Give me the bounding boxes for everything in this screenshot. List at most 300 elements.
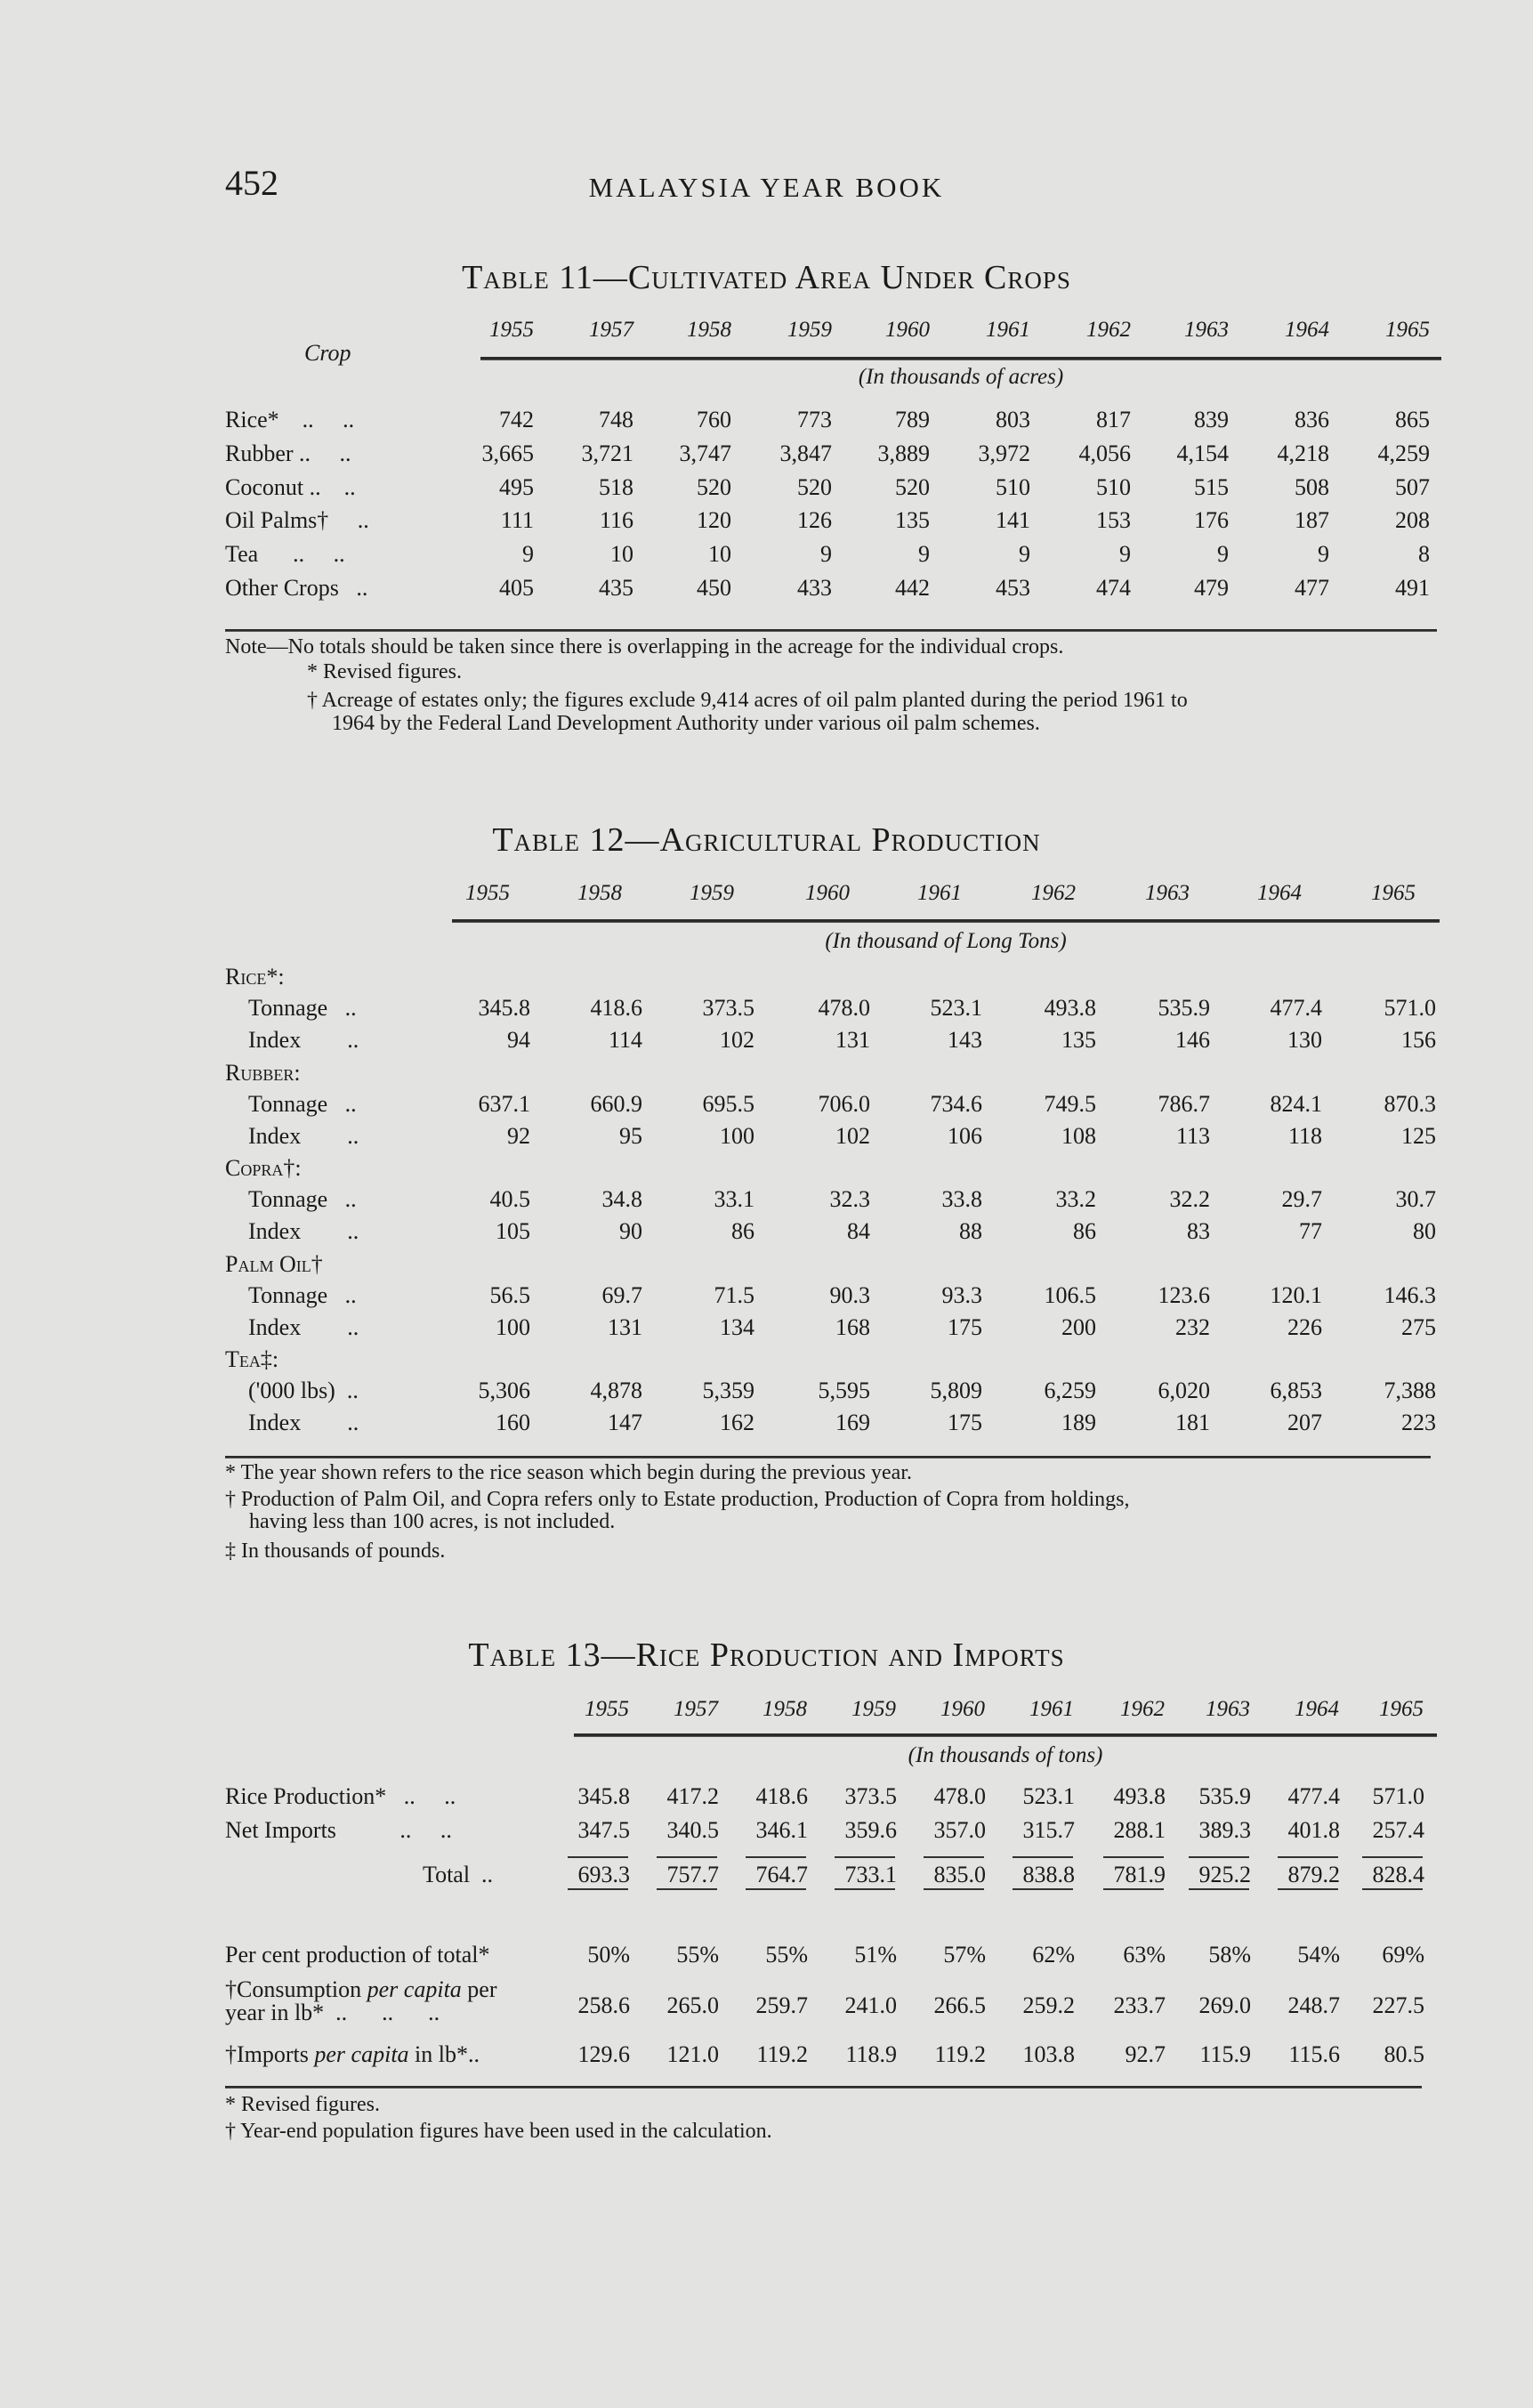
table-cell: 781.9	[1113, 1862, 1166, 1887]
table-cell: 435	[599, 575, 633, 601]
table-cell: 510	[1096, 473, 1131, 500]
table-cell: 269.0	[1198, 1992, 1251, 2018]
table-cell: 143	[948, 1027, 982, 1053]
table-cell: 535.9	[1158, 995, 1210, 1021]
table-cell: 69%	[1382, 1942, 1424, 1968]
table-cell: 146	[1175, 1027, 1210, 1053]
table-cell: 62%	[1032, 1942, 1075, 1968]
table-cell: 106	[948, 1122, 982, 1149]
table-11-header-rule	[480, 357, 1441, 360]
total-rule	[1189, 1888, 1249, 1890]
table-cell: 288.1	[1113, 1817, 1166, 1843]
year-header: 1964	[1295, 1697, 1339, 1721]
table-cell: 510	[996, 473, 1030, 500]
table-cell: 88	[959, 1218, 982, 1245]
table-cell: 4,259	[1377, 440, 1430, 466]
table-cell: 520	[895, 473, 930, 500]
table-cell: 520	[797, 473, 832, 500]
table-cell: 33.2	[1055, 1186, 1096, 1213]
table-row	[225, 995, 1444, 1022]
table-cell: 706.0	[818, 1090, 870, 1117]
table-row	[225, 440, 1444, 467]
total-rule	[1189, 1856, 1249, 1858]
row-label: Index ..	[248, 1410, 359, 1436]
table-cell: 92.7	[1125, 2041, 1166, 2067]
running-head: MALAYSIA YEAR BOOK	[588, 172, 945, 203]
table-cell: 760	[697, 407, 731, 432]
year-header: 1957	[589, 318, 633, 342]
row-label: Index ..	[248, 1122, 359, 1149]
table-cell: 63%	[1123, 1942, 1166, 1968]
label-part: †Consumption	[225, 1976, 367, 2002]
table-cell: 508	[1295, 473, 1329, 500]
table-cell: 160	[496, 1410, 530, 1436]
year-header: 1955	[465, 881, 510, 905]
table-cell: 749.5	[1044, 1090, 1096, 1117]
table-cell: 200	[1061, 1313, 1096, 1340]
table-cell: 315.7	[1022, 1817, 1075, 1843]
group-label: Tea‡:	[225, 1346, 279, 1373]
table-cell: 417.2	[666, 1783, 719, 1809]
table-cell: 115.6	[1288, 2041, 1340, 2067]
table-cell: 233.7	[1113, 1992, 1166, 2018]
table-cell: 865	[1395, 407, 1430, 432]
table-cell: 7,388	[1384, 1378, 1436, 1404]
label-part: in lb*..	[408, 2041, 480, 2067]
table-cell: 226	[1287, 1313, 1322, 1340]
table-cell: 118	[1287, 1122, 1322, 1149]
table-cell: 227.5	[1372, 1992, 1424, 2018]
table-cell: 103.8	[1022, 2041, 1075, 2067]
row-label: Rice Production* .. ..	[225, 1783, 456, 1809]
table-cell: 477	[1295, 575, 1329, 601]
table-cell: 83	[1187, 1218, 1210, 1245]
table-cell: 114	[608, 1027, 642, 1053]
table-cell: 108	[1061, 1122, 1096, 1149]
table-cell: 10	[610, 541, 633, 568]
table-11-row-header: Crop	[304, 340, 351, 366]
table-cell: 515	[1194, 473, 1229, 500]
table-cell: 637.1	[478, 1090, 530, 1117]
table-cell: 181	[1175, 1410, 1210, 1436]
year-header: 1965	[1379, 1697, 1424, 1721]
table-cell: 764.7	[755, 1862, 808, 1887]
table-cell: 493.8	[1044, 995, 1096, 1021]
table-cell: 57%	[943, 1942, 986, 1968]
row-label: Rice* .. ..	[225, 407, 355, 432]
table-cell: 660.9	[590, 1090, 642, 1117]
year-header: 1958	[762, 1697, 807, 1721]
percent-row	[225, 1942, 1444, 1968]
table-cell: 742	[499, 407, 534, 432]
table-cell: 51%	[854, 1942, 897, 1968]
table-cell: 6,020	[1158, 1378, 1210, 1404]
table-cell: 207	[1287, 1410, 1322, 1436]
table-cell: 162	[720, 1410, 754, 1436]
table-row	[225, 1123, 1444, 1150]
total-rule	[1362, 1856, 1423, 1858]
table-13-header-rule	[574, 1733, 1437, 1737]
total-rule	[835, 1856, 895, 1858]
table-cell: 90	[619, 1218, 642, 1245]
group-label: Copra†:	[225, 1155, 302, 1182]
table-cell: 115.9	[1199, 2041, 1251, 2067]
table-cell: 693.3	[577, 1862, 630, 1887]
table-cell: 6,853	[1270, 1378, 1322, 1404]
table-cell: 345.8	[478, 995, 530, 1021]
row-label: Index ..	[248, 1027, 359, 1053]
table-cell: 55%	[765, 1942, 808, 1968]
row-label: Net Imports .. ..	[225, 1817, 452, 1843]
page-number: 452	[225, 163, 278, 203]
total-rule	[1278, 1888, 1338, 1890]
table-cell: 3,889	[877, 440, 930, 466]
table-cell: 836	[1295, 407, 1329, 432]
table-cell: 120.1	[1270, 1281, 1322, 1308]
year-header: 1959	[690, 881, 734, 905]
table-cell: 71.5	[714, 1281, 754, 1308]
table-cell: 113	[1175, 1122, 1210, 1149]
year-header: 1965	[1371, 881, 1416, 905]
table-cell: 50%	[587, 1942, 630, 1968]
table-cell: 259.2	[1022, 1992, 1075, 2018]
table-row	[225, 1783, 1444, 1810]
table-cell: 123.6	[1158, 1281, 1210, 1308]
year-header: 1964	[1257, 881, 1302, 905]
table-cell: 10	[708, 541, 731, 568]
table-cell: 86	[1073, 1218, 1096, 1245]
table-cell: 32.3	[829, 1186, 870, 1213]
table-11-footnote-oil-palm-cont: 1964 by the Federal Land Development Authority under various oil palm schemes.	[332, 712, 1040, 735]
table-row	[225, 575, 1444, 602]
total-rule	[657, 1856, 717, 1858]
year-header: 1963	[1145, 881, 1190, 905]
table-row	[225, 1091, 1444, 1118]
table-12-title: Table 12—Agricultural Production	[492, 821, 1041, 859]
table-row	[225, 1410, 1444, 1436]
row-label: Other Crops ..	[225, 575, 368, 601]
table-cell: 119.2	[756, 2041, 808, 2067]
table-cell: 93.3	[941, 1281, 982, 1308]
row-label: Tonnage ..	[248, 1186, 357, 1213]
table-row	[225, 1027, 1444, 1054]
row-label: Index ..	[248, 1218, 359, 1245]
table-cell: 92	[507, 1122, 530, 1149]
table-cell: 523.1	[930, 995, 982, 1021]
table-row	[225, 1817, 1444, 1844]
table-cell: 258.6	[577, 1992, 630, 2018]
group-label: Rice*:	[225, 964, 285, 990]
table-cell: 30.7	[1395, 1186, 1436, 1213]
table-cell: 839	[1194, 407, 1229, 432]
total-rule	[568, 1856, 628, 1858]
row-label: Index ..	[248, 1313, 359, 1340]
table-row	[225, 541, 1444, 568]
table-cell: 105	[496, 1218, 530, 1245]
total-rule	[1013, 1888, 1073, 1890]
table-cell: 131	[835, 1027, 870, 1053]
total-rule	[1103, 1856, 1164, 1858]
row-label: Coconut .. ..	[225, 473, 356, 500]
table-cell: 870.3	[1384, 1090, 1436, 1117]
table-cell: 34.8	[601, 1186, 642, 1213]
year-header: 1965	[1385, 318, 1430, 342]
table-cell: 828.4	[1372, 1862, 1424, 1887]
table-cell: 478.0	[818, 995, 870, 1021]
table-cell: 491	[1395, 575, 1430, 601]
row-label: Tonnage ..	[248, 1090, 357, 1117]
table-row	[225, 1218, 1444, 1245]
table-cell: 495	[499, 473, 534, 500]
table-11-unit: (In thousands of acres)	[858, 365, 1064, 389]
row-label: Oil Palms† ..	[225, 507, 369, 534]
year-header: 1959	[851, 1697, 896, 1721]
table-cell: 359.6	[844, 1817, 897, 1843]
table-row	[225, 407, 1444, 433]
table-11-bottom-rule	[225, 629, 1437, 632]
table-13-title: Table 13—Rice Production and Imports	[468, 1636, 1065, 1674]
table-cell: 3,721	[581, 440, 633, 466]
table-cell: 58%	[1208, 1942, 1251, 1968]
table-cell: 102	[720, 1027, 754, 1053]
year-header: 1964	[1285, 318, 1329, 342]
table-cell: 507	[1395, 473, 1430, 500]
year-header: 1961	[1029, 1697, 1074, 1721]
table-cell: 757.7	[666, 1862, 719, 1887]
total-rule	[746, 1856, 806, 1858]
table-12-bottom-rule	[225, 1456, 1431, 1459]
table-cell: 405	[499, 575, 534, 601]
year-header: 1958	[577, 881, 622, 905]
consumption-label-cont: year in lb* .. .. ..	[225, 2000, 440, 2025]
table-11-footnote-revised: * Revised figures.	[307, 660, 462, 683]
table-cell: 241.0	[844, 1992, 897, 2018]
table-13-years	[574, 1697, 1437, 1722]
table-cell: 803	[996, 407, 1030, 432]
row-label: Tonnage ..	[248, 1281, 357, 1308]
table-cell: 80	[1413, 1218, 1436, 1245]
label-part: †Imports	[225, 2041, 315, 2067]
total-rule	[835, 1888, 895, 1890]
table-row	[225, 507, 1444, 534]
table-cell: 5,595	[818, 1378, 870, 1404]
table-cell: 175	[948, 1410, 982, 1436]
table-cell: 153	[1096, 507, 1131, 534]
table-cell: 571.0	[1384, 995, 1436, 1021]
total-rule	[1103, 1888, 1164, 1890]
total-row	[225, 1862, 1444, 1888]
table-13-unit: (In thousands of tons)	[908, 1743, 1103, 1767]
table-12-footnote-rice: * The year shown refers to the rice season which begin during the previous year.	[225, 1461, 912, 1484]
table-cell: 474	[1096, 575, 1131, 601]
year-header: 1961	[917, 881, 962, 905]
table-cell: 80.5	[1384, 2041, 1424, 2067]
table-13-footnote-revised: * Revised figures.	[225, 2093, 380, 2116]
table-cell: 418.6	[590, 995, 642, 1021]
table-cell: 450	[697, 575, 731, 601]
year-header: 1960	[805, 881, 850, 905]
table-cell: 4,878	[590, 1378, 642, 1404]
table-cell: 77	[1299, 1218, 1322, 1245]
table-12-footnote-estate-cont: having less than 100 acres, is not included.	[249, 1510, 616, 1533]
table-cell: 347.5	[577, 1817, 630, 1843]
table-cell: 84	[847, 1218, 870, 1245]
table-13-bottom-rule	[225, 2086, 1422, 2089]
table-cell: 518	[599, 473, 633, 500]
year-header: 1962	[1031, 881, 1076, 905]
table-cell: 5,359	[702, 1378, 754, 1404]
table-cell: 111	[500, 507, 534, 534]
table-13-footnote-population: † Year-end population figures have been used in the calculation.	[225, 2120, 772, 2143]
table-cell: 54%	[1297, 1942, 1340, 1968]
table-cell: 838.8	[1022, 1862, 1075, 1887]
imports-row	[225, 2041, 1444, 2068]
table-cell: 248.7	[1287, 1992, 1340, 2018]
table-cell: 9	[1217, 541, 1229, 568]
table-cell: 8	[1418, 541, 1430, 568]
table-cell: 146.3	[1384, 1281, 1436, 1308]
table-cell: 733.1	[844, 1862, 897, 1887]
table-11-title: Table 11—Cultivated Area Under Crops	[462, 259, 1071, 296]
table-cell: 69.7	[601, 1281, 642, 1308]
table-cell: 4,056	[1078, 440, 1131, 466]
table-cell: 748	[599, 407, 633, 432]
table-cell: 175	[948, 1313, 982, 1340]
table-cell: 433	[797, 575, 832, 601]
table-cell: 257.4	[1372, 1817, 1424, 1843]
table-cell: 824.1	[1270, 1090, 1322, 1117]
table-cell: 520	[697, 473, 731, 500]
table-cell: 90.3	[829, 1281, 870, 1308]
year-header: 1963	[1184, 318, 1229, 342]
table-row	[225, 1378, 1444, 1404]
year-header: 1955	[489, 318, 534, 342]
table-row	[225, 474, 1444, 501]
table-cell: 29.7	[1281, 1186, 1322, 1213]
table-cell: 156	[1401, 1027, 1436, 1053]
table-row	[225, 1282, 1444, 1309]
row-label: Tea .. ..	[225, 541, 345, 568]
total-rule	[657, 1888, 717, 1890]
table-cell: 773	[797, 407, 832, 432]
table-cell: 208	[1395, 507, 1430, 534]
year-header: 1960	[940, 1697, 985, 1721]
table-cell: 135	[895, 507, 930, 534]
table-cell: 9	[1119, 541, 1131, 568]
table-12-footnote-estate: † Production of Palm Oil, and Copra refers only to Estate production, Production of Copra from holdings,	[225, 1488, 1130, 1511]
table-cell: 130	[1287, 1027, 1322, 1053]
table-cell: 373.5	[702, 995, 754, 1021]
table-cell: 106.5	[1044, 1281, 1096, 1308]
table-cell: 100	[720, 1122, 754, 1149]
table-cell: 33.8	[941, 1186, 982, 1213]
table-cell: 275	[1401, 1313, 1436, 1340]
table-cell: 389.3	[1198, 1817, 1251, 1843]
table-cell: 9	[918, 541, 930, 568]
year-header: 1955	[585, 1697, 629, 1721]
table-cell: 442	[895, 575, 930, 601]
label-part: per	[461, 1976, 497, 2002]
table-cell: 55%	[676, 1942, 719, 1968]
table-cell: 789	[895, 407, 930, 432]
table-cell: 120	[697, 507, 731, 534]
table-cell: 100	[496, 1313, 530, 1340]
table-cell: 478.0	[933, 1783, 986, 1809]
table-11-note: Note—No totals should be taken since there is overlapping in the acreage for the individual crops.	[225, 635, 1064, 659]
table-12-years	[452, 881, 1440, 906]
year-header: 1961	[986, 318, 1030, 342]
table-cell: 168	[835, 1313, 870, 1340]
row-label: ('000 lbs) ..	[248, 1378, 359, 1404]
label-part: per capita	[367, 1976, 462, 2002]
table-12-footnote-tea: ‡ In thousands of pounds.	[225, 1539, 446, 1563]
consumption-row	[225, 1976, 1444, 2025]
table-cell: 4,218	[1277, 440, 1329, 466]
table-11-footnote-oil-palm: † Acreage of estates only; the figures exclude 9,414 acres of oil palm planted during the period 1961 to	[307, 689, 1188, 712]
year-header: 1960	[885, 318, 930, 342]
table-cell: 131	[608, 1313, 642, 1340]
table-cell: 119.2	[934, 2041, 986, 2067]
table-cell: 259.7	[755, 1992, 808, 2018]
table-cell: 176	[1194, 507, 1229, 534]
table-cell: 357.0	[933, 1817, 986, 1843]
table-cell: 5,809	[930, 1378, 982, 1404]
table-cell: 340.5	[666, 1817, 719, 1843]
table-cell: 189	[1061, 1410, 1096, 1436]
table-cell: 9	[522, 541, 534, 568]
table-cell: 345.8	[577, 1783, 630, 1809]
table-12-header-rule	[452, 919, 1440, 923]
table-cell: 232	[1175, 1313, 1210, 1340]
table-cell: 477.4	[1270, 995, 1322, 1021]
table-cell: 3,665	[481, 440, 534, 466]
table-11-years	[480, 318, 1441, 343]
table-cell: 786.7	[1158, 1090, 1210, 1117]
table-cell: 925.2	[1198, 1862, 1251, 1887]
table-cell: 523.1	[1022, 1783, 1075, 1809]
imports-label	[225, 2041, 480, 2068]
label-part: per capita	[314, 2041, 409, 2067]
total-rule	[1278, 1856, 1338, 1858]
table-cell: 817	[1096, 407, 1131, 432]
table-cell: 493.8	[1113, 1783, 1166, 1809]
table-cell: 116	[599, 507, 633, 534]
table-cell: 734.6	[930, 1090, 982, 1117]
table-cell: 373.5	[844, 1783, 897, 1809]
total-rule	[1362, 1888, 1423, 1890]
table-cell: 346.1	[755, 1817, 808, 1843]
table-cell: 56.5	[489, 1281, 530, 1308]
table-cell: 835.0	[933, 1862, 986, 1887]
table-cell: 479	[1194, 575, 1229, 601]
row-label: Tonnage ..	[248, 995, 357, 1021]
table-cell: 4,154	[1176, 440, 1229, 466]
total-rule	[568, 1888, 628, 1890]
table-cell: 401.8	[1287, 1817, 1340, 1843]
table-cell: 118.9	[845, 2041, 897, 2067]
table-cell: 95	[619, 1122, 642, 1149]
table-cell: 265.0	[666, 1992, 719, 2018]
group-label: Palm Oil†	[225, 1250, 323, 1277]
year-header: 1962	[1120, 1697, 1165, 1721]
table-cell: 266.5	[933, 1992, 986, 2018]
table-cell: 147	[608, 1410, 642, 1436]
table-cell: 571.0	[1372, 1783, 1424, 1809]
table-cell: 9	[1318, 541, 1329, 568]
table-cell: 453	[996, 575, 1030, 601]
table-row	[225, 1314, 1444, 1341]
total-rule	[924, 1856, 984, 1858]
